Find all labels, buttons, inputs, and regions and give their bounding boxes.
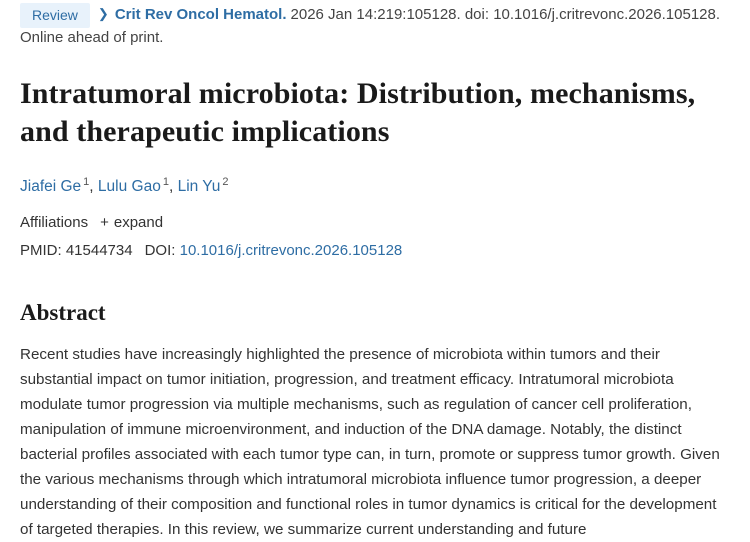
abstract-heading: Abstract: [20, 300, 106, 326]
author-item: [178, 178, 229, 195]
author-item: [20, 178, 94, 195]
journal-link[interactable]: Crit Rev Oncol Hematol.: [114, 6, 287, 23]
author-link[interactable]: Lin Yu: [177, 178, 221, 196]
author-link[interactable]: Jiafei Ge: [20, 178, 82, 196]
author-list: [20, 171, 730, 198]
chevron-right-icon: ❯: [97, 6, 109, 21]
author-item: [98, 178, 173, 195]
author-separator: ,: [168, 178, 174, 196]
citation-details: 2026 Jan 14:219:105128. doi: 10.1016/j.critrevonc.2026.105128.: [290, 6, 721, 23]
affiliations-label: Affiliations: [20, 214, 89, 232]
doi-label: DOI:: [144, 242, 176, 260]
author-separator: ,: [89, 178, 94, 196]
author-link[interactable]: Lulu Gao: [97, 178, 161, 196]
abstract-text: Recent studies have increasingly highlighted the presence of microbiota within tumors and their substantial impact on tumor initiation, progression, and treatment efficacy. Intratumoral microbiota modulate tumor progression via multiple mechanisms, such as regulation of cancer cell proliferation, manipulation of immune microenvironment, and induction of the DNA damage. Notably, the distinct bacterial profiles associated with each tumor type can, in turn, promote or suppress tumor growth. Given the various mechanisms through which intratumoral microbiota influence tumor progression, a deeper understanding of their composition and functional roles in tumor dynamics is critical for the development of targeted therapies. In this review, we summarize current understanding and future: [20, 346, 720, 539]
pmid-label: PMID:: [20, 242, 62, 260]
citation-line: [20, 0, 730, 27]
page-title: Intratumoral microbiota: Distribution, mechanisms, and therapeutic implications: [20, 77, 696, 148]
expand-affiliations-button[interactable]: [100, 212, 163, 234]
ahead-of-print-note: Online ahead of print.: [20, 29, 164, 46]
plus-icon: +: [100, 214, 109, 232]
author-affiliation-marker[interactable]: 2: [222, 176, 229, 188]
pmid-value: 41544734: [65, 242, 133, 260]
author-affiliation-marker[interactable]: 1: [83, 176, 90, 188]
expand-label: expand: [113, 214, 164, 232]
doi-link[interactable]: 10.1016/j.critrevonc.2026.105128: [179, 242, 403, 260]
publication-type-badge[interactable]: Review: [20, 3, 90, 28]
affiliations-row: [20, 212, 730, 234]
author-affiliation-marker[interactable]: 1: [162, 176, 169, 188]
identifiers-row: [20, 240, 730, 262]
